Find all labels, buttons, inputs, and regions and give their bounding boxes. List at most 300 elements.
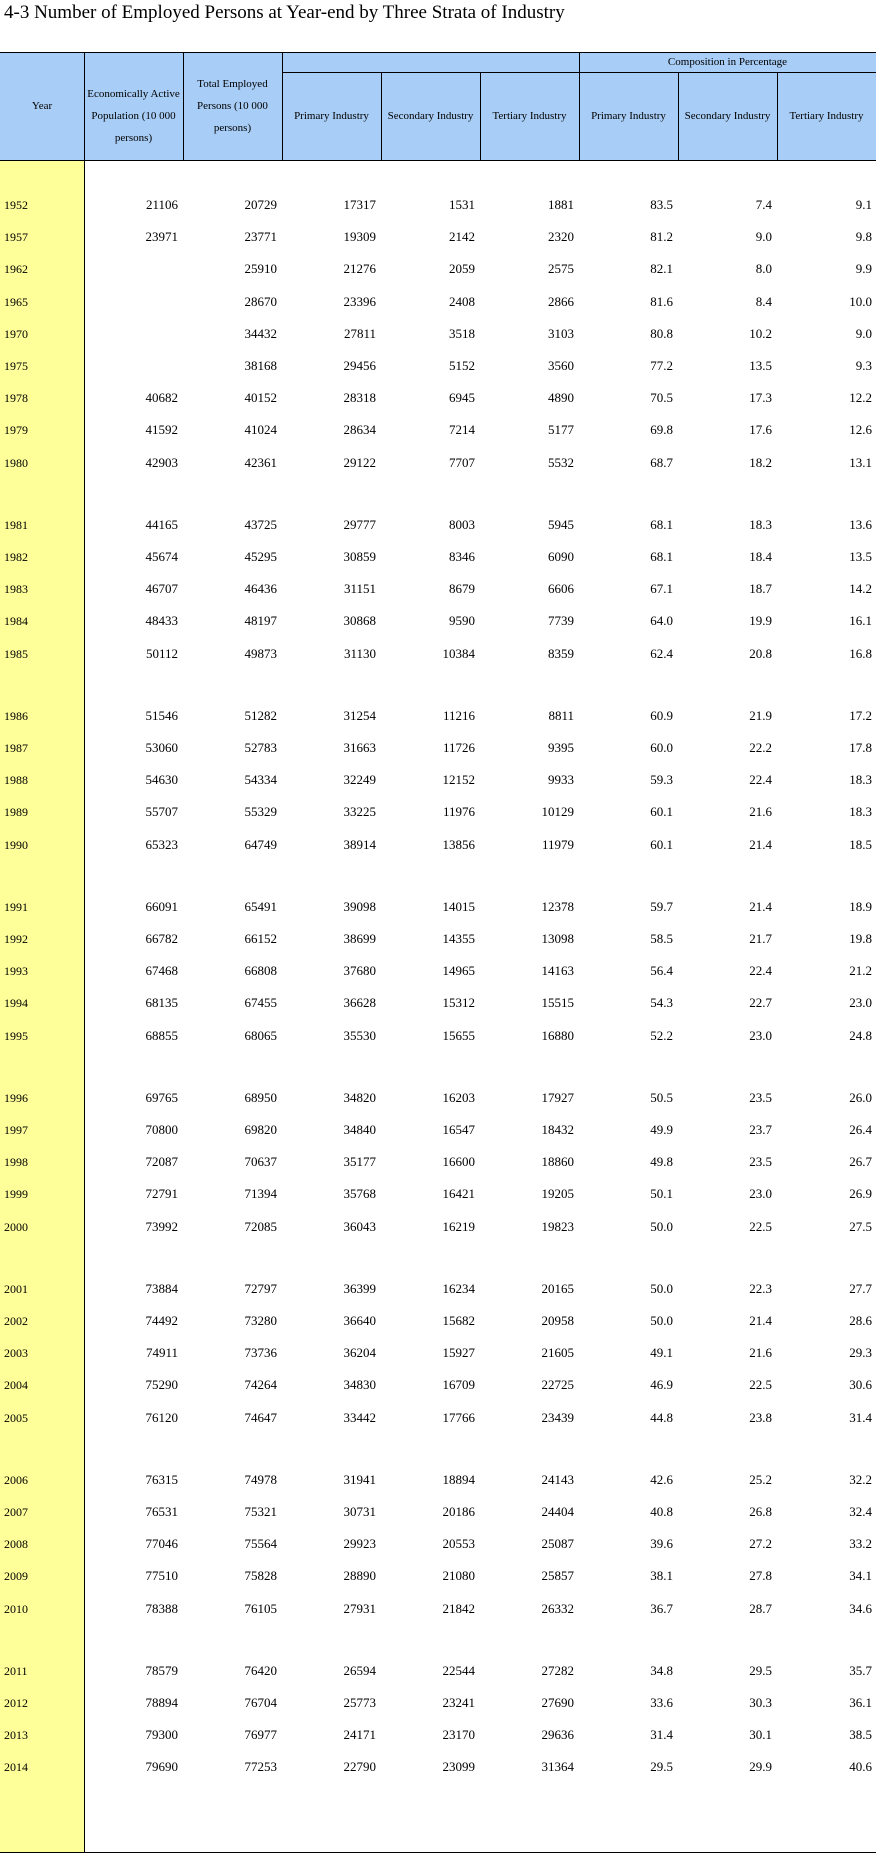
table-cell: 18.3 (749, 516, 772, 532)
table-cell: 18.4 (749, 549, 772, 564)
table-cell: 76315 (145, 1471, 178, 1487)
table-row (0, 1114, 876, 1146)
table-cell: 15682 (442, 1313, 475, 1328)
table-cell: 14015 (442, 898, 475, 914)
row-year: 1992 (4, 932, 28, 946)
table-cell: 55707 (145, 804, 178, 820)
table-cell: 56.4 (650, 963, 673, 979)
table-cell: 30731 (343, 1504, 376, 1519)
table-cell: 9395 (548, 740, 574, 755)
table-cell: 71394 (244, 1186, 277, 1202)
table-cell: 72087 (145, 1154, 178, 1170)
table-cell: 16421 (442, 1186, 475, 1202)
table-cell: 33.6 (650, 1695, 673, 1710)
table-cell: 14355 (442, 931, 475, 946)
table-cell: 68065 (244, 1027, 277, 1043)
table-row (0, 1369, 876, 1401)
table-cell: 18860 (541, 1154, 574, 1170)
table-cell: 27.2 (749, 1536, 772, 1552)
table-cell: 23.8 (749, 1409, 772, 1425)
table-cell: 16219 (442, 1218, 475, 1234)
table-row (0, 189, 876, 221)
table-cell: 15515 (541, 995, 574, 1011)
table-cell: 1531 (449, 197, 475, 212)
table-cell: 31130 (343, 645, 376, 661)
table-row (0, 732, 876, 764)
table-cell: 32.4 (849, 1504, 872, 1519)
table-cell: 16.8 (849, 645, 872, 661)
table-cell: 18.5 (849, 836, 872, 852)
table-cell: 7739 (548, 613, 574, 629)
table-cell: 76420 (244, 1662, 277, 1678)
table-cell: 2408 (449, 293, 475, 309)
table-row (0, 1593, 876, 1625)
table-cell: 26.9 (849, 1186, 872, 1202)
row-year: 2000 (4, 1219, 28, 1234)
row-year: 2012 (4, 1696, 28, 1710)
table-cell: 44.8 (650, 1409, 673, 1425)
table-cell: 29456 (343, 358, 376, 373)
table-cell: 33225 (343, 804, 376, 820)
table-cell: 76531 (145, 1504, 178, 1519)
table-row (0, 541, 876, 573)
table-row (0, 221, 876, 253)
table-cell: 80.8 (650, 325, 673, 341)
table-cell: 5945 (548, 516, 574, 532)
table-cell: 15655 (442, 1027, 475, 1043)
table-cell: 10.0 (849, 293, 872, 309)
table-cell: 10384 (442, 645, 475, 661)
table-cell: 26.8 (749, 1504, 772, 1519)
table-cell: 70637 (244, 1154, 277, 1170)
table-cell: 66091 (145, 898, 178, 914)
table-cell: 60.1 (650, 804, 673, 820)
table-cell: 27282 (541, 1662, 574, 1678)
table-cell: 31663 (343, 740, 376, 755)
table-cell: 50112 (145, 645, 178, 661)
table-cell: 44165 (145, 516, 178, 532)
header-pct-secondary-industry: Secondary Industry (684, 110, 771, 122)
table-cell: 13.1 (849, 454, 872, 470)
table-cell: 25773 (343, 1695, 376, 1710)
table-cell: 42.6 (650, 1471, 673, 1487)
table-cell: 29.9 (749, 1759, 772, 1775)
table-cell: 16234 (442, 1280, 475, 1296)
table-cell: 54334 (244, 772, 277, 788)
table-cell: 29777 (343, 516, 376, 532)
table-cell: 12378 (541, 898, 574, 914)
table-row (0, 923, 876, 955)
table-cell: 26.7 (849, 1154, 872, 1170)
table-cell: 49.1 (650, 1345, 673, 1361)
row-year: 1981 (4, 517, 28, 532)
table-cell: 69.8 (650, 422, 673, 438)
table-cell: 5532 (548, 454, 574, 470)
table-row (0, 509, 876, 541)
table-cell: 70.5 (650, 390, 673, 406)
table-row (0, 1146, 876, 1178)
table-cell: 22.5 (749, 1218, 772, 1234)
table-row (0, 1655, 876, 1687)
table-cell: 51282 (244, 707, 277, 723)
table-cell: 73736 (244, 1345, 277, 1361)
table-cell: 13098 (541, 931, 574, 946)
table-cell: 81.2 (650, 229, 673, 245)
table-cell: 30859 (343, 549, 376, 564)
table-cell: 43725 (244, 516, 277, 532)
row-year: 1994 (4, 996, 28, 1011)
table-row (0, 382, 876, 414)
table-cell: 79300 (145, 1727, 178, 1743)
table-cell: 27.7 (849, 1280, 872, 1296)
table-cell: 40.8 (650, 1504, 673, 1519)
table-cell: 34840 (343, 1122, 376, 1137)
table-cell: 31151 (343, 581, 376, 597)
table-cell: 45295 (244, 549, 277, 564)
table-cell: 16203 (442, 1089, 475, 1105)
table-cell: 41592 (145, 422, 178, 438)
table-cell: 24143 (541, 1471, 574, 1487)
table-cell: 2866 (548, 293, 574, 309)
table-cell: 22.7 (749, 995, 772, 1011)
table-cell: 18.2 (749, 454, 772, 470)
table-cell: 50.0 (650, 1313, 673, 1328)
table-cell: 77253 (244, 1759, 277, 1775)
table-cell: 64749 (244, 836, 277, 852)
table-row (0, 987, 876, 1019)
table-cell: 79690 (145, 1759, 178, 1775)
row-year: 2013 (4, 1728, 28, 1743)
table-cell: 64.0 (650, 613, 673, 629)
table-cell: 21.4 (749, 836, 772, 852)
table-cell: 23396 (343, 293, 376, 309)
header-secondary-industry: Secondary Industry (387, 110, 474, 122)
row-year: 1990 (4, 837, 28, 852)
table-cell: 77510 (145, 1568, 178, 1584)
table-row (0, 1528, 876, 1560)
table-row (0, 1719, 876, 1751)
table-cell: 29.3 (849, 1345, 872, 1361)
table-row (0, 1211, 876, 1243)
table-cell: 27.8 (749, 1568, 772, 1584)
table-cell: 28670 (244, 293, 277, 309)
row-year: 1982 (4, 550, 28, 564)
header-pct-primary-industry: Primary Industry (591, 110, 666, 122)
table-cell: 39098 (343, 898, 376, 914)
row-year: 1965 (4, 294, 28, 309)
table-cell: 20729 (244, 197, 277, 212)
table-cell: 77046 (145, 1536, 178, 1552)
table-cell: 22725 (541, 1377, 574, 1393)
row-year: 1986 (4, 708, 28, 723)
table-cell: 50.1 (650, 1186, 673, 1202)
table-cell: 50.0 (650, 1280, 673, 1296)
table-cell: 6606 (548, 581, 574, 597)
table-cell: 26.4 (849, 1122, 872, 1137)
table-cell: 30.6 (849, 1377, 872, 1393)
table-cell: 45674 (145, 549, 178, 564)
table-cell: 21.4 (749, 898, 772, 914)
table-cell: 23241 (442, 1695, 475, 1710)
table-cell: 25910 (244, 261, 277, 277)
table-cell: 21106 (145, 197, 178, 212)
table-cell: 18432 (541, 1122, 574, 1137)
table-cell: 22.5 (749, 1377, 772, 1393)
table-cell: 40682 (145, 390, 178, 406)
table-cell: 17927 (541, 1089, 574, 1105)
row-year: 2008 (4, 1537, 28, 1552)
table-row (0, 700, 876, 732)
table-cell: 49.8 (650, 1154, 673, 1170)
table-row (0, 829, 876, 861)
table-cell: 36.7 (650, 1600, 673, 1616)
table-cell: 7.4 (755, 197, 772, 212)
table-cell: 2320 (548, 229, 574, 245)
table-row (0, 764, 876, 796)
table-cell: 52783 (244, 740, 277, 755)
row-year: 2014 (4, 1760, 28, 1775)
table-cell: 10.2 (749, 325, 772, 341)
table-cell: 38168 (244, 358, 277, 373)
header-bottom-border (0, 160, 876, 161)
table-cell: 8.0 (755, 261, 772, 277)
table-cell: 16709 (442, 1377, 475, 1393)
row-year: 2005 (4, 1410, 28, 1425)
table-cell: 9590 (449, 613, 475, 629)
table-cell: 66152 (244, 931, 277, 946)
table-cell: 9.1 (855, 197, 872, 212)
table-cell: 23170 (442, 1727, 475, 1743)
table-cell: 55329 (244, 804, 277, 820)
table-cell: 22544 (442, 1662, 475, 1678)
table-cell: 36204 (343, 1345, 376, 1361)
table-cell: 35.7 (849, 1662, 872, 1678)
table-cell: 20958 (541, 1313, 574, 1328)
table-cell: 5152 (449, 358, 475, 373)
row-year: 1999 (4, 1187, 28, 1202)
table-cell: 23.0 (749, 1186, 772, 1202)
table-cell: 13.5 (749, 358, 772, 373)
table-cell: 68135 (145, 995, 178, 1011)
table-row (0, 1305, 876, 1337)
table-cell: 23099 (442, 1759, 475, 1775)
table-cell: 60.1 (650, 836, 673, 852)
table-cell: 46.9 (650, 1377, 673, 1393)
table-cell: 23.0 (849, 995, 872, 1011)
table-cell: 17.8 (849, 740, 872, 755)
table-cell: 24404 (541, 1504, 574, 1519)
table-cell: 26594 (343, 1662, 376, 1678)
table-cell: 18.3 (849, 772, 872, 788)
table-cell: 17766 (442, 1409, 475, 1425)
table-cell: 14965 (442, 963, 475, 979)
table-row (0, 1402, 876, 1434)
table-cell: 24.8 (849, 1027, 872, 1043)
table-row (0, 1273, 876, 1305)
row-year: 2001 (4, 1281, 28, 1296)
row-year: 1991 (4, 899, 28, 914)
table-cell: 76704 (244, 1695, 277, 1710)
table-cell: 38.5 (849, 1727, 872, 1743)
table-cell: 72085 (244, 1218, 277, 1234)
table-cell: 76105 (244, 1600, 277, 1616)
table-cell: 7707 (449, 454, 475, 470)
table-cell: 27690 (541, 1695, 574, 1710)
row-year: 2007 (4, 1505, 28, 1519)
table-cell: 4890 (548, 390, 574, 406)
table-cell: 30868 (343, 613, 376, 629)
row-year: 2004 (4, 1378, 28, 1393)
table-cell: 38.1 (650, 1568, 673, 1584)
row-year: 1957 (4, 230, 28, 245)
table-cell: 18.7 (749, 581, 772, 597)
table-row (0, 891, 876, 923)
table-cell: 35530 (343, 1027, 376, 1043)
table-cell: 70800 (145, 1122, 178, 1137)
table-row (0, 796, 876, 828)
table-cell: 11726 (442, 740, 475, 755)
table-cell: 42361 (244, 454, 277, 470)
table-cell: 50.0 (650, 1218, 673, 1234)
table-cell: 21.6 (749, 1345, 772, 1361)
table-cell: 17.3 (749, 390, 772, 406)
table-cell: 37680 (343, 963, 376, 979)
table-cell: 8.4 (755, 293, 772, 309)
table-cell: 68.1 (650, 549, 673, 564)
table-cell: 28634 (343, 422, 376, 438)
row-year: 1996 (4, 1090, 28, 1105)
row-year: 1997 (4, 1123, 28, 1137)
table-cell: 28318 (343, 390, 376, 406)
table-cell: 74647 (244, 1409, 277, 1425)
table-cell: 26.0 (849, 1089, 872, 1105)
table-cell: 9.0 (755, 229, 772, 245)
table-row (0, 1082, 876, 1114)
table-cell: 36043 (343, 1218, 376, 1234)
row-year: 2009 (4, 1569, 28, 1584)
table-cell: 23.5 (749, 1089, 772, 1105)
table-cell: 12.2 (849, 390, 872, 406)
table-cell: 8003 (449, 516, 475, 532)
table-cell: 19205 (541, 1186, 574, 1202)
table-row (0, 1751, 876, 1783)
table-cell: 22.4 (749, 772, 772, 788)
header-tertiary-industry: Tertiary Industry (492, 110, 567, 122)
table-row (0, 286, 876, 318)
table-cell: 16880 (541, 1027, 574, 1043)
table-cell: 19.8 (849, 931, 872, 946)
table-cell: 68950 (244, 1089, 277, 1105)
row-year: 1985 (4, 646, 28, 661)
table-cell: 12152 (442, 772, 475, 788)
table-cell: 25857 (541, 1568, 574, 1584)
header-year: Year (31, 100, 53, 112)
table-cell: 21605 (541, 1345, 574, 1361)
table-cell: 35177 (343, 1154, 376, 1170)
table-cell: 25087 (541, 1536, 574, 1552)
table-cell: 18.3 (849, 804, 872, 820)
table-cell: 2059 (449, 261, 475, 277)
table-cell: 19309 (343, 229, 376, 245)
table-cell: 34.6 (849, 1600, 872, 1616)
table-cell: 9.8 (855, 229, 872, 245)
table-cell: 65491 (244, 898, 277, 914)
table-cell: 21276 (343, 261, 376, 277)
table-cell: 9.0 (855, 325, 872, 341)
table-row (0, 955, 876, 987)
table-cell: 29.5 (749, 1662, 772, 1678)
table-cell: 6090 (548, 549, 574, 564)
table-cell: 15312 (442, 995, 475, 1011)
row-year: 1962 (4, 262, 28, 277)
page-title: 4-3 Number of Employed Persons at Year-end by Three Strata of Industry (4, 2, 565, 23)
table-row (0, 1496, 876, 1528)
table-cell: 8679 (449, 581, 475, 597)
table-cell: 11976 (442, 804, 475, 820)
table-cell: 46436 (244, 581, 277, 597)
table-cell: 54630 (145, 772, 178, 788)
table-cell: 69820 (244, 1122, 277, 1137)
header-economically-active-population: Economically Active Population (10 000 persons) (87, 88, 180, 144)
table-cell: 62.4 (650, 645, 673, 661)
row-year: 1980 (4, 455, 28, 470)
table-cell: 10129 (541, 804, 574, 820)
table-cell: 27931 (343, 1600, 376, 1616)
table-row (0, 1337, 876, 1369)
table-cell: 38914 (343, 836, 376, 852)
table-cell: 34830 (343, 1377, 376, 1393)
table-cell: 19.9 (749, 613, 772, 629)
table-row (0, 1560, 876, 1592)
table-cell: 5177 (548, 422, 574, 438)
table-cell: 78579 (145, 1662, 178, 1678)
table-cell: 9.9 (855, 261, 872, 277)
table-cell: 17.6 (749, 422, 772, 438)
table-cell: 75321 (244, 1504, 277, 1519)
row-year: 1998 (4, 1155, 28, 1170)
table-cell: 68.7 (650, 454, 673, 470)
table-row (0, 318, 876, 350)
table-cell: 34432 (244, 325, 277, 341)
row-year: 1979 (4, 423, 28, 438)
table-cell: 21.2 (849, 963, 872, 979)
table-cell: 58.5 (650, 931, 673, 946)
table-cell: 21.6 (749, 804, 772, 820)
table-cell: 7214 (449, 422, 475, 438)
employment-table (0, 52, 876, 1853)
row-year: 1983 (4, 582, 28, 597)
table-row (0, 1464, 876, 1496)
table-bottom-border (0, 1852, 876, 1853)
table-row (0, 414, 876, 446)
table-cell: 19823 (541, 1218, 574, 1234)
table-cell: 29122 (343, 454, 376, 470)
table-cell: 49.9 (650, 1122, 673, 1137)
table-cell: 22.2 (749, 740, 772, 755)
table-cell: 33.2 (849, 1536, 872, 1552)
table-row (0, 605, 876, 637)
table-cell: 13.5 (849, 549, 872, 564)
table-cell: 60.0 (650, 740, 673, 755)
table-cell: 21.9 (749, 707, 772, 723)
table-cell: 66782 (145, 931, 178, 946)
table-row (0, 350, 876, 382)
row-year: 1988 (4, 773, 28, 788)
table-cell: 8359 (548, 645, 574, 661)
table-cell: 20186 (442, 1504, 475, 1519)
table-cell: 67.1 (650, 581, 673, 597)
table-cell: 38699 (343, 931, 376, 946)
